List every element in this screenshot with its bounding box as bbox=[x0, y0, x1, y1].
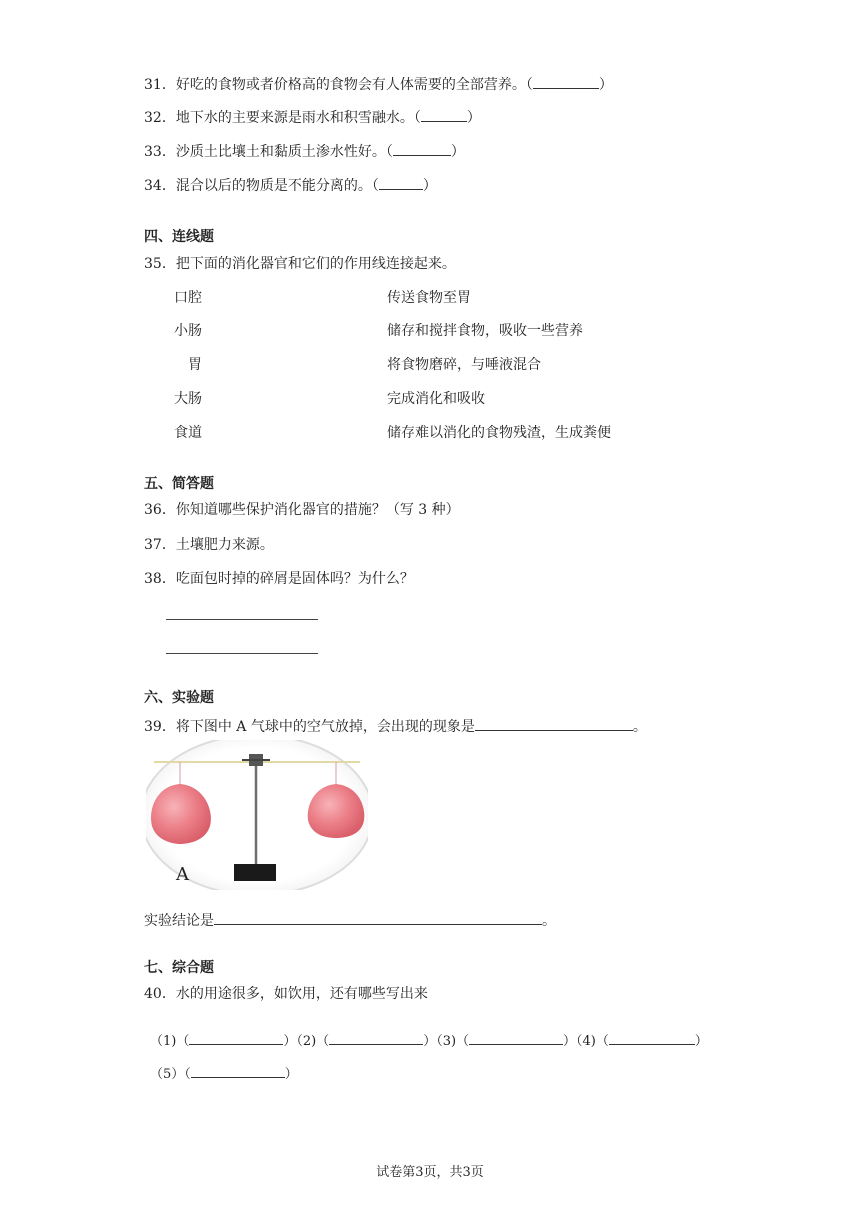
question-31: 31．好吃的食物或者价格高的食物会有人体需要的全部营养。（ ） bbox=[144, 74, 613, 95]
question-39: 39．将下图中 A 气球中的空气放掉，会出现的现象是 。 bbox=[144, 716, 647, 737]
function-item[interactable]: 将食物磨碎，与唾液混合 bbox=[387, 357, 541, 373]
answer-line[interactable] bbox=[166, 653, 318, 654]
section-heading-comprehensive: 七、综合题 bbox=[144, 960, 214, 976]
function-item[interactable]: 传送食物至胃 bbox=[387, 290, 471, 306]
answer-blank[interactable] bbox=[393, 141, 451, 156]
question-34: 34．混合以后的物质是不能分离的。（ ） bbox=[144, 175, 437, 196]
uses-blanks-row-1: （1)（ ）（2)（ ）（3)（ ）（4)（ ） bbox=[150, 1030, 708, 1052]
answer-blank[interactable] bbox=[469, 1030, 563, 1045]
answer-blank[interactable] bbox=[329, 1030, 423, 1045]
answer-blank[interactable] bbox=[421, 107, 467, 122]
question-35: 35．把下面的消化器官和它们的作用线连接起来。 bbox=[144, 256, 456, 272]
question-36: 36．你知道哪些保护消化器官的措施？（写 3 种） bbox=[144, 502, 460, 518]
question-40: 40．水的用途很多，如饮用，还有哪些写出来 bbox=[144, 986, 428, 1002]
conclusion-line: 实验结论是 。 bbox=[144, 910, 556, 931]
organ-item[interactable]: 胃 bbox=[188, 357, 202, 373]
section-heading-short-answer: 五、简答题 bbox=[144, 476, 214, 492]
organ-item[interactable]: 食道 bbox=[174, 425, 202, 441]
section-heading-matching: 四、连线题 bbox=[144, 229, 214, 245]
question-33: 33．沙质土比壤土和黏质土渗水性好。（ ） bbox=[144, 141, 465, 162]
page-footer: 试卷第3页，共3页 bbox=[376, 1165, 484, 1180]
function-item[interactable]: 储存难以消化的食物残渣，生成粪便 bbox=[387, 425, 611, 441]
answer-line[interactable] bbox=[166, 619, 318, 620]
answer-blank[interactable] bbox=[475, 716, 633, 731]
organ-item[interactable]: 大肠 bbox=[174, 391, 202, 407]
figure-label-a: A bbox=[176, 864, 189, 885]
answer-blank[interactable] bbox=[191, 1063, 285, 1078]
answer-blank[interactable] bbox=[533, 74, 599, 89]
answer-blank[interactable] bbox=[214, 910, 542, 925]
organ-item[interactable]: 小肠 bbox=[174, 323, 202, 339]
balloon-balance-figure bbox=[146, 740, 368, 890]
answer-blank[interactable] bbox=[189, 1030, 283, 1045]
function-item[interactable]: 完成消化和吸收 bbox=[387, 391, 485, 407]
uses-blanks-row-2: （5）（ ） bbox=[150, 1063, 298, 1085]
organ-item[interactable]: 口腔 bbox=[174, 290, 202, 306]
question-32: 32．地下水的主要来源是雨水和积雪融水。（ ） bbox=[144, 107, 481, 128]
answer-blank[interactable] bbox=[609, 1030, 695, 1045]
section-heading-experiment: 六、实验题 bbox=[144, 690, 214, 706]
answer-blank[interactable] bbox=[379, 175, 423, 190]
question-38: 38．吃面包时掉的碎屑是固体吗？为什么？ bbox=[144, 571, 414, 587]
function-item[interactable]: 储存和搅拌食物，吸收一些营养 bbox=[387, 323, 583, 339]
question-37: 37．土壤肥力来源。 bbox=[144, 537, 274, 553]
